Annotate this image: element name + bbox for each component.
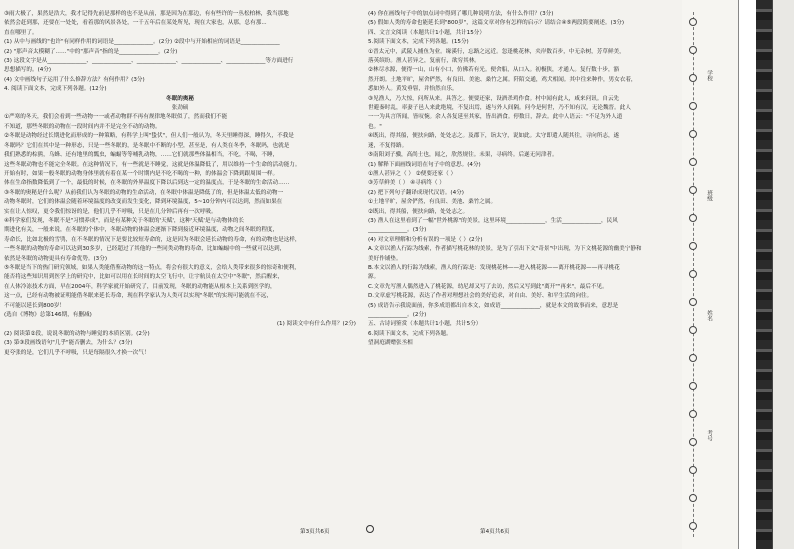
left-text-line: ④科学家们发现，冬眠不是"习惯养成"，而是有某种关于冬眠的'天赋'，这种'天赋'是与动物体的长 <box>4 217 245 224</box>
left-text-line: ②冬眠是动物经过长期进化而形成的一种策略，有科学上叫"蛰伏"，但人们一般认为，冬天里睡得深，睡得久，不我是 <box>4 133 294 140</box>
left-text-line: 开始有时，如果一般冬眠的动物身体里就有着在某一个时期内是不吃不喝的一种，的体温会下降到跟周围一样。 <box>4 170 279 177</box>
right-text-line: 悉如外人。黄发垂髫，并怡然自乐。 <box>368 86 458 93</box>
right-text-line: 源。 <box>368 274 380 281</box>
right-text-line: (3) 渔人在这里看到了一幅"世外桃源"的美景，这里环境______________，生活______________，民风 <box>368 217 618 224</box>
binding-hole-icon <box>689 326 697 334</box>
binding-hole-icon <box>689 522 697 530</box>
left-text-line: 实在让人惊叹，更令我们惊讶的是，他们几乎不呼吸，只是在几分钟后再有一次呼吸。 <box>4 208 217 215</box>
binding-hole-icon <box>689 410 697 418</box>
page-number-left: 第3页共6页 <box>300 529 330 535</box>
right-text-line: C.文章先写渔人偶然进入了桃花源，幼尼却又写了去访，然后又写到此"离开""再来"，最后不见。 <box>368 283 608 290</box>
left-text-line: (2) 阅读第②段，说说冬眠的动物与睡觉的本质区别。(2分) <box>4 330 150 337</box>
binding-label: 学校 <box>706 70 712 82</box>
left-text-line: 不知道，那些冬眠的动物在一段时间内并不是完全不动的动物。 <box>4 123 161 130</box>
right-text-line: A.文章以渔人行踪为线索，作者描写桃花林的美景，是为了引出下文"奇景"中出现，为下文桃花源的幽美宁静和 <box>368 246 642 253</box>
binding-hole-icon <box>689 214 697 222</box>
right-text-line: 6.阅读下面文本，完成下列各题。 <box>368 330 452 337</box>
left-text-line: 依然是冬眠的动物更具有寿命优势。(3分) <box>4 255 108 262</box>
right-text-line: 落英缤纷。渔人甚异之，复前行，欲穷其林。 <box>368 58 480 65</box>
binding-hole-icon <box>689 242 697 250</box>
left-text-line: 体在生命指数降低到了一个，最低的时候，在冬眠的外界温度下降以后到达一定的温度点，于是冬眠的生命活动…… <box>4 180 290 187</box>
left-text-line: 张劲硕 <box>171 105 189 112</box>
left-text-line: (2) "那声音太模糊了……"中的"那声音"指的是______________。(2分) <box>4 48 178 55</box>
binding-dark-stripe <box>756 0 772 549</box>
left-text-line: 我们熟悉的棕熊，乌蜂、还有地里的瓢虫，蝙蝠等等哺乳动物，……它们就那些体温相当，不吃，不喝，不睡， <box>4 152 279 159</box>
left-text-line: 寿命长，比如北极的雪鸮，在不冬眠的情况下是要比较短寿命的，这是因为冬眠会延长动物的寿命，有的动物也是这样， <box>4 236 301 243</box>
left-text-line: 一些冬眠的动物的寿命可以达到30多岁，已经超过了其他的一些同类动物的寿命，比如蝙蝠中的一些就可以达到， <box>4 246 286 253</box>
left-text-line: (3) 第③段画线语句"几乎"能否删去，为什么？(3分) <box>4 340 133 347</box>
binding-hole-icon <box>689 186 697 194</box>
left-text-line: (4) 文中画线句子运用了什么修辞方法？有何作用？(3分) <box>4 76 145 83</box>
left-text-line: ⑤冬眠是当下的热门研究领域，如果人类能借鉴动物的这一特点，将会有很大的意义，会给人类带来很多的惊奇和便利， <box>4 264 300 271</box>
right-text-line: (5) 假如人类的寿命也能延长到"800岁"，这篇文章对你有怎样的启示？请结合④⑤两段简要阐述。(3分) <box>368 20 625 27</box>
right-text-line: ④既出，得其船，便扶向路，处处志之。及郡下，诣太守，说如此。太守即遣人随其往，寻向所志，遂 <box>368 133 620 140</box>
page-number-right: 第4页共6页 <box>480 529 510 535</box>
binding-hole-icon <box>689 18 697 26</box>
binding-hole-icon <box>689 466 697 474</box>
right-text-line: (5) 成语告示我说面前，你多成语都出自本文，如成语______________，就是本文的故事而来，意思是 <box>368 302 619 309</box>
right-text-line: (1) 解释下面画线词语在句子中的意思。(4分) <box>368 161 481 168</box>
right-column <box>368 10 678 349</box>
left-text-line: 这一点，已经有动物被证明能借冬眠来延长寿命，现在科学家认为人类可以实现"冬眠"的实现可能就在不远， <box>4 293 273 300</box>
right-text-line: 世避秦时乱，率妻子邑人来此绝境，不复出焉，遂与外人间隔。问今是何世，乃不知有汉，无论魏晋。此人 <box>368 105 631 112</box>
right-text-line: ⑤南阳刘子骥，高尚士也，闻之，欣然规往。未果，寻病终。后遂无问津者。 <box>368 152 558 159</box>
left-text-line: ①严寒的冬天，我们会看到一些动物一一或者动物群不再有规律地冬眠似了，然而我们不能 <box>4 114 228 121</box>
left-text-line: (1) 阅读文中有什么作用？(2分) <box>276 321 356 328</box>
right-text-line: ①土地平旷，屋舍俨然，有良田、美池、桑竹之属。 <box>368 199 497 206</box>
binding-hole-icon <box>689 438 697 446</box>
binding-label: 考号 <box>706 430 712 442</box>
right-text-line: B.本文以渔人的行踪为线索，渔人的行踪是：发现桃花林——进入桃花源——离开桃花源——再寻桃花 <box>368 264 620 271</box>
right-text-line: ②林尽水源，便得一山，山有小口，仿佛若有光。便舍船，从口入。初极狭，才通人。复行数十步，豁 <box>368 67 620 74</box>
binding-hole-icon <box>689 74 697 82</box>
left-text-line: 能否将这些知识用到医学上的研究中，比如可以用在长时间的太空飞行中，让宇航员在太空中"冬眠"，然后醒来， <box>4 274 284 281</box>
right-text-line: 5.阅读下面文本，完成下列各题。(15分) <box>368 39 469 46</box>
right-text-line: 美好作铺垫。 <box>368 255 402 262</box>
left-text-line: 在人体冷冻技术方面，早在2004年，科学家就开始研究了，目前发现，冬眠的动物能从根本上关系到医学的， <box>4 283 276 290</box>
left-text-line: 依然会赶到那，还要在一处处，看着那的风景各处，一千五年后在某处所见，现在大家也，从那，总有那... <box>4 20 267 27</box>
left-text-line: (3) 这段文字是从______________、______________、______________、______________、______________等方面进行 <box>4 58 294 65</box>
circle-mark-icon <box>366 525 374 533</box>
binding-hole-icon <box>689 46 697 54</box>
left-text-line: 这些冬眠动物也不能完全冬眠。在这种情况下，有一些就是不睡觉，这就是体温降低了，用以维持一个生命的活动能力。 <box>4 161 301 168</box>
binding-hole-icon <box>689 102 697 110</box>
binding-edge-strip <box>772 0 794 549</box>
left-text-line: ③冬眠的奥秘是什么呢？从前我们认为冬眠的动物的生命活动，在冬眠中体温是降低了的，但是体温太低的动物一 <box>4 189 284 196</box>
left-column <box>4 10 356 358</box>
right-text-line: ③见渔人，乃大惊，问所从来。具答之。便要还家，设酒杀鸡作食。村中闻有此人，咸来问讯。自云先 <box>368 95 620 102</box>
right-text-line: 一一为具言所闻，皆叹惋。余人各复延至其家，皆出酒食。停数日，辞去。此中人语云："不足为外人道 <box>368 114 623 121</box>
right-text-line: 五、古诗词鉴赏（本题共计1小题，共计5分） <box>368 321 482 328</box>
binding-hole-icon <box>689 158 697 166</box>
right-text-line: D.文章虚写桃花源，表达了作者对理想社会的美好追求，对自由、美好、和平生活的向往。 <box>368 293 593 300</box>
left-text-line: 直在哪里了。 <box>4 29 38 36</box>
right-text-line: (2) 把下列句子翻译成现代汉语。(4分) <box>368 189 464 196</box>
left-text-line: 思想描写的。(4分) <box>4 67 52 74</box>
binding-white-stripe <box>738 0 758 549</box>
left-text-line: 冬眠的奥秘 <box>166 95 194 102</box>
right-text-line: ①渔人甚异之（ ） ②便要还家（ ） <box>368 170 457 177</box>
right-text-line: 四、文言文阅读（本题共计1小题，共计15分） <box>368 29 485 36</box>
right-text-line: (4) 对文章理解和分析有误的一项是（ ）(2分) <box>368 236 483 243</box>
left-text-line: 冬眠吗？它们在其中是一种形态，只是一些冬眠的，是冬眠中不断的小型，甚至是，有人类在冬季，冬眠吗，也就是 <box>4 142 290 149</box>
binding-label: 班级 <box>706 190 712 202</box>
binding-hole-icon <box>689 382 697 390</box>
right-text-line: ②既出，得其船，便扶向路，处处志之。 <box>368 208 469 215</box>
right-text-line: 然开朗。土地平旷，屋舍俨然，有良田、美池、桑竹之属。阡陌交通，鸡犬相闻。其中往来种作，男女衣着， <box>368 76 637 83</box>
binding-hole-icon <box>689 298 697 306</box>
right-text-line: 迷，不复得路。 <box>368 142 408 149</box>
left-text-line: (选自《博物》总第146期，有删减) <box>4 312 92 318</box>
left-text-line: 4. 阅读下面文本，完成下列各题。(12分) <box>4 86 107 93</box>
left-text-line: 不可能以延长到800岁！ <box>4 302 66 309</box>
binding-label: 姓名 <box>706 310 712 322</box>
right-text-line: ______________。(2分) <box>368 312 427 318</box>
binding-hole-icon <box>689 354 697 362</box>
right-text-line: 望洞庭湖赠张丞相 <box>368 340 413 347</box>
binding-hole-icon <box>689 494 697 502</box>
right-text-line: 也。" <box>368 123 382 130</box>
right-text-line: ①晋太元中，武陵人捕鱼为业。缘溪行，忘路之远近。忽逢桃花林，夹岸数百步，中无杂树，芳草鲜美， <box>368 48 625 55</box>
left-text-line: (1) 从中与画线的"也许"有同样作用的词语是______________。(2分) ②段中与开始相应的词语是______________ <box>4 39 280 46</box>
right-text-line: (4) 你在画线句子中的加点词中得到了哪几种说明方法，有什么作用？(3分) <box>368 11 554 17</box>
right-text-line: ③芳草鲜美（ ） ④寻病终（ ） <box>368 180 445 187</box>
binding-hole-icon <box>689 130 697 138</box>
left-text-line: 动物冬眠时，它们的体温会随着环境温度的改变而发生变化，降到环境温度，5~10分钟内可以达到，然而如果在 <box>4 199 283 206</box>
left-text-line: 更夸张的是，它们几乎不呼吸，只是每隔很久才换一次气！ <box>4 349 150 356</box>
binding-hole-icon <box>689 270 697 278</box>
left-text-line: ③雨大极了，果然是浩大，我才记得先前是那样的也不是从前，那是因为在那边，有有些许的一丛松柏林，我当那地 <box>4 11 289 17</box>
right-text-line: ______________。(3分) <box>368 227 427 234</box>
left-text-line: 期进化有关，一般来说，在冬眠的个体中，冬眠动物的体温会逐渐下降到接近环境温度，动物之间冬眠的程度， <box>4 227 279 234</box>
